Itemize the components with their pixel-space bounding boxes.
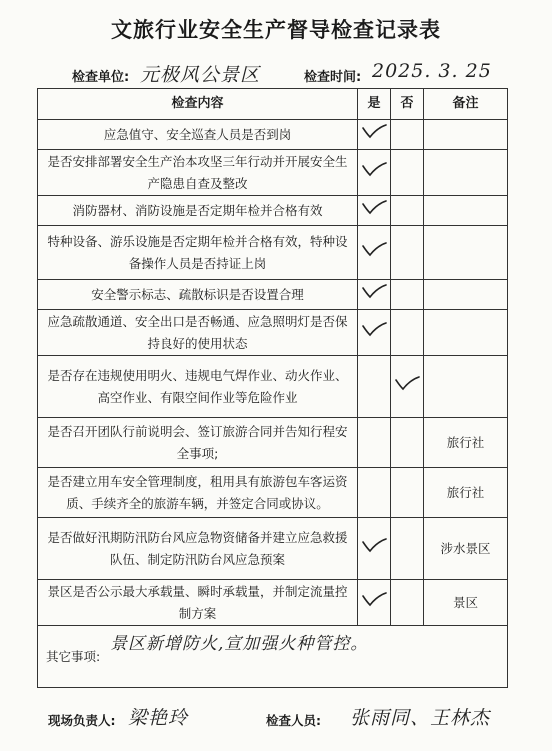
cell-no bbox=[391, 310, 424, 356]
check-item-text: 应急疏散通道、安全出口是否畅通、应急照明灯是否保持良好的使用状态 bbox=[38, 310, 358, 356]
cell-note bbox=[424, 120, 508, 150]
cell-no bbox=[391, 280, 424, 310]
cell-no bbox=[391, 196, 424, 226]
checkmark-icon bbox=[361, 198, 387, 216]
check-item-text: 特种设备、游乐设施是否定期年检并合格有效，特种设备操作人员是否持证上岗 bbox=[38, 226, 358, 280]
checkmark-icon bbox=[361, 590, 387, 608]
cell-yes bbox=[358, 518, 391, 580]
cell-note: 旅行社 bbox=[424, 418, 508, 468]
table-row bbox=[38, 196, 508, 226]
unit-handwritten-value: 元极风公景区 bbox=[140, 64, 261, 86]
cell-note bbox=[424, 310, 508, 356]
checkmark-icon bbox=[394, 374, 420, 392]
cell-no bbox=[391, 468, 424, 518]
checkmark-icon bbox=[361, 282, 387, 300]
table-row bbox=[38, 120, 508, 150]
check-item-text: 景区是否公示最大承载量、瞬时承载量，并制定流量控制方案 bbox=[38, 580, 358, 626]
header-yes: 是 bbox=[358, 89, 391, 120]
check-item-text: 安全警示标志、疏散标识是否设置合理 bbox=[38, 280, 358, 310]
cell-note bbox=[424, 226, 508, 280]
other-items-row bbox=[38, 626, 508, 688]
time-handwritten-value: 2025. 3. 25 bbox=[372, 60, 492, 82]
table-header-row bbox=[38, 89, 508, 120]
table-row bbox=[38, 150, 508, 196]
inspector-label: 检查人员: bbox=[266, 713, 321, 728]
cell-yes bbox=[358, 310, 391, 356]
table-row bbox=[38, 580, 508, 626]
checkmark-icon bbox=[361, 320, 387, 338]
inspection-table bbox=[37, 88, 508, 688]
cell-yes bbox=[358, 150, 391, 196]
table-row bbox=[38, 280, 508, 310]
check-item-text: 是否召开团队行前说明会、签订旅游合同并告知行程安全事项; bbox=[38, 418, 358, 468]
cell-note: 景区 bbox=[424, 580, 508, 626]
cell-note bbox=[424, 356, 508, 418]
responsible-label: 现场负责人: bbox=[48, 713, 116, 728]
cell-yes bbox=[358, 196, 391, 226]
cell-yes bbox=[358, 226, 391, 280]
other-items-handwritten-value: 景区新增防火,宣加强火种管控。 bbox=[110, 634, 369, 654]
header-content: 检查内容 bbox=[38, 89, 358, 120]
cell-no bbox=[391, 418, 424, 468]
check-item-text: 应急值守、安全巡查人员是否到岗 bbox=[38, 120, 358, 150]
cell-note bbox=[424, 150, 508, 196]
checkmark-icon bbox=[361, 122, 387, 140]
table-row bbox=[38, 356, 508, 418]
cell-no bbox=[391, 518, 424, 580]
cell-yes bbox=[358, 120, 391, 150]
checkmark-icon bbox=[361, 160, 387, 178]
check-item-text: 消防器材、消防设施是否定期年检并合格有效 bbox=[38, 196, 358, 226]
unit-label: 检查单位: bbox=[72, 70, 130, 85]
form-title: 文旅行业安全生产督导检查记录表 bbox=[111, 18, 441, 42]
cell-note bbox=[424, 196, 508, 226]
cell-yes bbox=[358, 468, 391, 518]
header-no: 否 bbox=[391, 89, 424, 120]
table-row bbox=[38, 226, 508, 280]
table-row bbox=[38, 468, 508, 518]
check-item-text: 是否安排部署安全生产治本攻坚三年行动并开展安全生产隐患自查及整改 bbox=[38, 150, 358, 196]
checkmark-icon bbox=[361, 240, 387, 258]
cell-no bbox=[391, 356, 424, 418]
check-item-text: 是否做好汛期防汛防台风应急物资储备并建立应急救援队伍、制定防汛防台风应急预案 bbox=[38, 518, 358, 580]
check-item-text: 是否存在违规使用明火、违规电气焊作业、动火作业、高空作业、有限空间作业等危险作业 bbox=[38, 356, 358, 418]
table-row bbox=[38, 418, 508, 468]
header-note: 备注 bbox=[424, 89, 508, 120]
responsible-signature: 梁艳玲 bbox=[128, 707, 189, 729]
cell-note: 涉水景区 bbox=[424, 518, 508, 580]
check-item-text: 是否建立用车安全管理制度，租用具有旅游包车客运资质、手续齐全的旅游车辆，并签定合同或协议。 bbox=[38, 468, 358, 518]
cell-no bbox=[391, 120, 424, 150]
cell-no bbox=[391, 580, 424, 626]
cell-no bbox=[391, 150, 424, 196]
cell-yes bbox=[358, 580, 391, 626]
cell-yes bbox=[358, 280, 391, 310]
cell-yes bbox=[358, 418, 391, 468]
table-row bbox=[38, 518, 508, 580]
time-label: 检查时间: bbox=[304, 70, 362, 85]
cell-note bbox=[424, 280, 508, 310]
cell-no bbox=[391, 226, 424, 280]
inspector-signature: 张雨同、王林杰 bbox=[350, 707, 491, 729]
table-row bbox=[38, 310, 508, 356]
cell-yes bbox=[358, 356, 391, 418]
other-items-label: 其它事项: bbox=[46, 648, 101, 664]
cell-note: 旅行社 bbox=[424, 468, 508, 518]
checkmark-icon bbox=[361, 536, 387, 554]
